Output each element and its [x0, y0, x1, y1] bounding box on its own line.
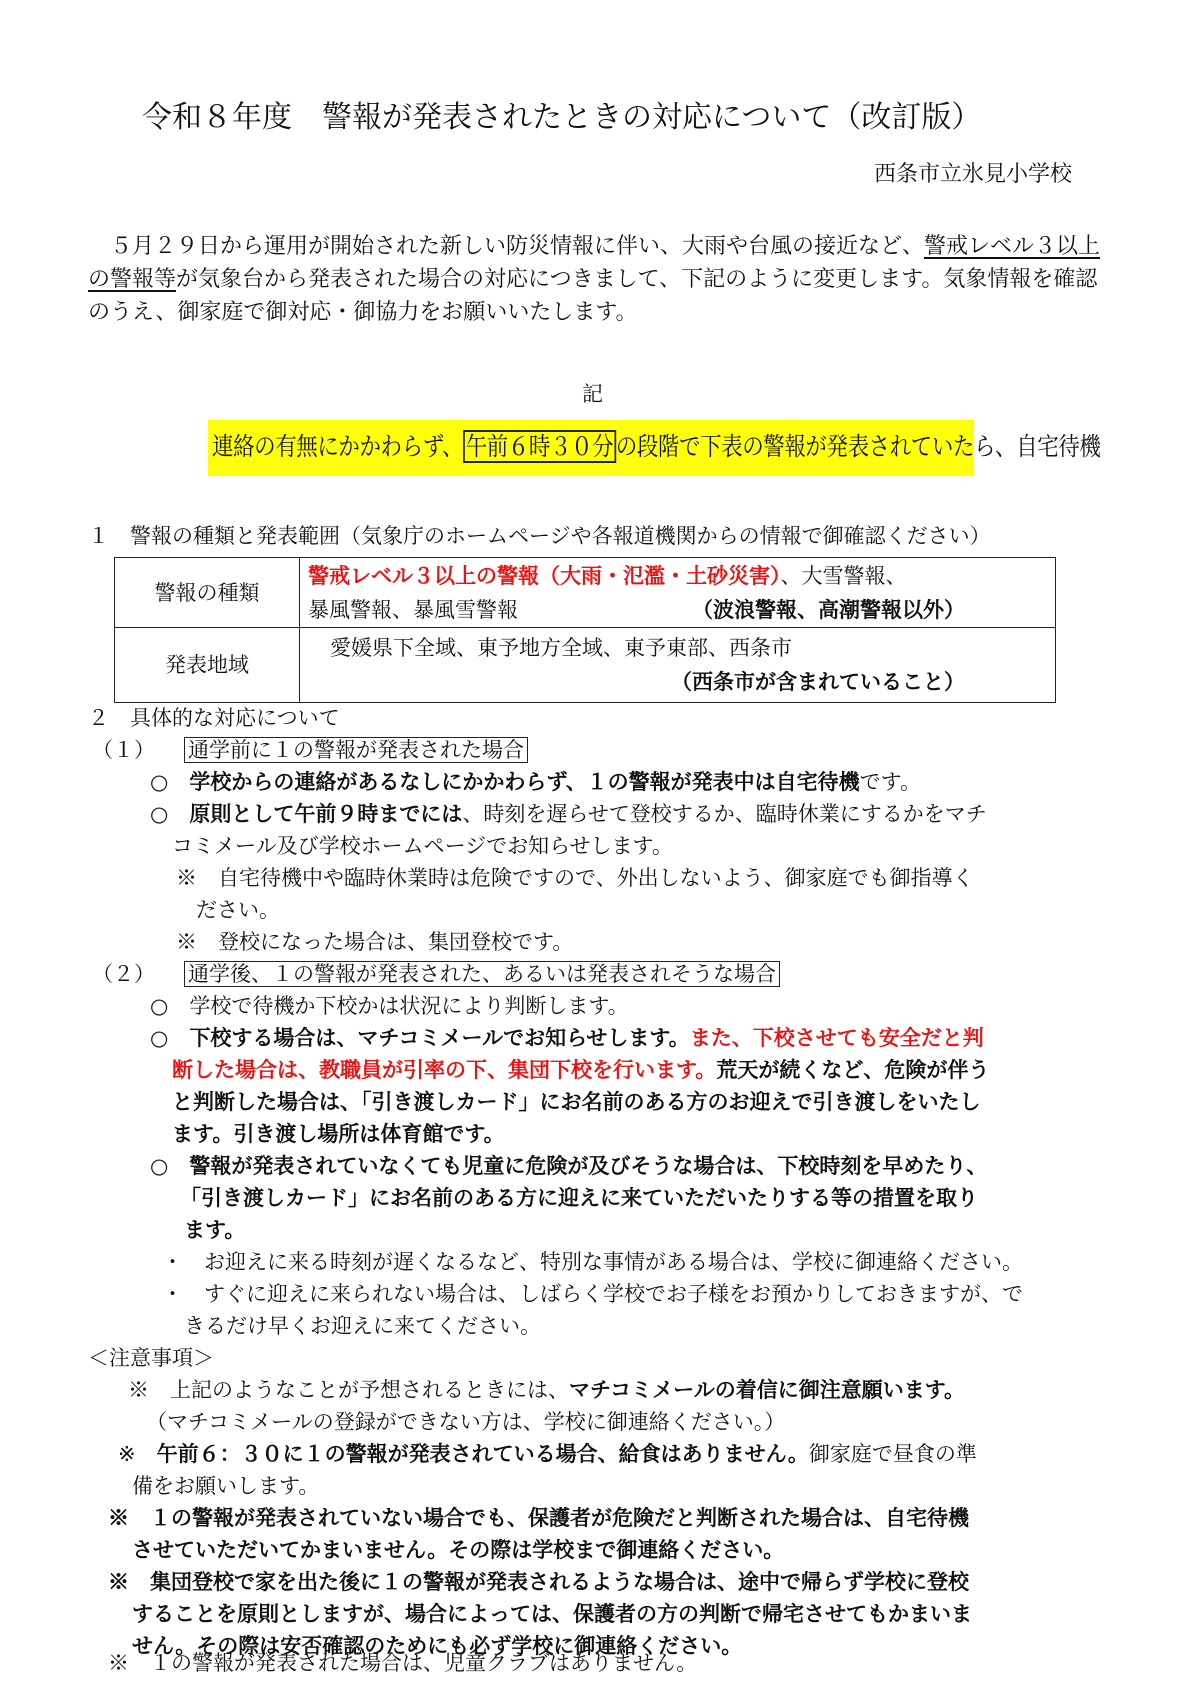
section2-heading: ２ 具体的な対応について — [88, 706, 340, 730]
warning-red-text: 警戒レベル３以上の警報（大雨・氾濫・土砂災害） — [308, 562, 781, 588]
caution-1-paren: （マチコミメールの登録ができない方は、学校に御連絡ください。） — [146, 1410, 786, 1434]
caution-2-text: 御家庭で昼食の準 — [808, 1442, 977, 1466]
table-row — [115, 628, 1056, 703]
bullet-circle: ○ — [150, 802, 190, 826]
intro-paragraph — [88, 230, 1108, 329]
school-name: 西条市立氷見小学校 — [873, 162, 1072, 187]
intro-text-1: ５月２９日から運用が開始された新しい防災情報に伴い、大雨や台風の接近など、 — [110, 234, 925, 259]
sub2-item2-bold: 下校する場合は、マチコミメールでお知らせします。 — [189, 1025, 690, 1050]
bullet-circle: ○ — [150, 1026, 190, 1050]
banner-text-pre: 連絡の有無にかかわらず、 — [212, 432, 464, 461]
sub1-title-box: 通学前に１の警報が発表された場合 — [184, 737, 528, 763]
sub2-item2-red-1: また、下校させても安全だと判 — [689, 1025, 984, 1050]
caution-2-cont: 備をお願いします。 — [132, 1474, 320, 1498]
caution-2-mark: ※ — [118, 1442, 157, 1466]
sub2-item1: ○ 学校で待機か下校かは状況により判断します。 — [150, 994, 629, 1018]
caution-4-cont1: することを原則としますが、場合によっては、保護者の方の判断で帰宅させてもかまいま — [132, 1601, 972, 1626]
caution-1 — [128, 1374, 965, 1406]
caution-3: ※ １の警報が発表されていない場合でも、保護者が危険だと判断された場合は、自宅待機 — [108, 1505, 969, 1530]
sub2-dot2-cont: きるだけ早くお迎えに来てください。 — [184, 1314, 541, 1338]
warning-table — [114, 557, 1056, 703]
sub2-title — [184, 958, 780, 990]
sub1-note1: ※ 自宅待機中や臨時休業時は危険ですので、外出しないよう、御家庭でも御指導く — [176, 866, 974, 890]
caution-5: ※ １の警報が発表された場合は、児童クラブはありません。 — [108, 1651, 698, 1675]
section1-heading: １ 警報の種類と発表範囲（気象庁のホームページや各報道機関からの情報で御確認ください） — [88, 524, 991, 548]
caution-2-bold: 午前６：３０に１の警報が発表されている場合、給食はありません。 — [156, 1441, 809, 1466]
sub1-item1-end: です。 — [859, 770, 921, 794]
intro-underlined-text: 警戒レベル３以上の警報等 — [88, 234, 1101, 292]
warning-type-line2: 暴風警報、暴風雪警報 — [308, 597, 518, 622]
sub2-dot1: ・ お迎えに来る時刻が遅くなるなど、特別な事情がある場合は、学校に御連絡ください。 — [162, 1250, 1023, 1274]
caution-1-bold: マチコミメールの着信に御注意願います。 — [569, 1377, 966, 1402]
sub2-number: （２） — [92, 962, 155, 986]
sub1-item2-bold: 原則として午前９時までには — [189, 801, 463, 826]
warning-type-text: 、大雪警報、 — [780, 563, 907, 588]
sub2-item2-line3: と判断した場合は、「引き渡しカード」にお名前のある方のお迎えで引き渡しをいたし — [172, 1089, 981, 1114]
sub2-item3-line3: ます。 — [184, 1217, 246, 1242]
sub1-number: （１） — [92, 738, 155, 762]
table-row — [115, 558, 1056, 628]
document-title: 令和８年度 警報が発表されたときの対応について（改訂版） — [142, 100, 982, 135]
sub1-item1 — [150, 766, 921, 798]
caution-2 — [118, 1438, 977, 1470]
warning-exclusion-note: （波浪警報、高潮警報以外） — [692, 596, 965, 622]
caution-3-cont: させていただいてかまいません。その際は学校まで御連絡ください。 — [132, 1537, 785, 1562]
sub1-note1-cont: ださい。 — [196, 898, 280, 922]
bullet-circle: ○ — [150, 770, 190, 794]
sub2-item3 — [150, 1150, 987, 1182]
sub1-title — [184, 734, 528, 766]
sub1-item2-text: 、時刻を遅らせて登校するか、臨時休業にするかをマチ — [462, 802, 987, 826]
area-text: 愛媛県下全域、東予地方全域、東予東部、西条市 — [330, 636, 792, 660]
sub2-item3-line2: 「引き渡しカード」にお名前のある方に迎えに来ていただいたりする等の措置を取り — [180, 1185, 978, 1210]
caution-1-text: ※ 上記のようなことが予想されるときには、 — [128, 1378, 569, 1402]
sub1-item2 — [150, 798, 987, 830]
sub1-item2-cont: コミメール及び学校ホームページでお知らせします。 — [172, 834, 673, 858]
sub2-item2-line2 — [172, 1054, 989, 1086]
sub1-item1-bold: 学校からの連絡があるなしにかかわらず、１の警報が発表中は自宅待機 — [189, 769, 860, 794]
table-value-area — [300, 628, 1056, 703]
ki-marker: 記 — [582, 382, 603, 406]
sub1-note2: ※ 登校になった場合は、集団登校です。 — [176, 930, 574, 954]
caution-4: ※ 集団登校で家を出た後に１の警報が発表されるような場合は、途中で帰らず学校に登校 — [108, 1569, 969, 1594]
sub2-dot2: ・ すぐに迎えに来られない場合は、しばらく学校でお子様をお預かりしておきますが、で — [162, 1282, 1023, 1306]
table-label-warning-type: 警報の種類 — [115, 558, 300, 628]
sub2-item2 — [150, 1022, 984, 1054]
table-label-area: 発表地域 — [115, 628, 300, 703]
banner-text-post: の段階で下表の警報が発表されていたら、自宅待機 — [615, 432, 1101, 461]
sub2-item2-text: 荒天が続くなど、危険が伴う — [716, 1057, 990, 1082]
table-value-warning-type — [300, 558, 1056, 628]
bullet-circle: ○ — [150, 1154, 190, 1178]
area-note: （西条市が含まれていること） — [671, 669, 965, 694]
sub2-item2-red-2: 断した場合は、教職員が引率の下、集団下校を行います。 — [172, 1057, 717, 1082]
banner-time-box: 午前６時３０分 — [463, 430, 616, 463]
sub2-item3-bold: 警報が発表されていなくても児童に危険が及びそうな場合は、下校時刻を早めたり、 — [189, 1153, 988, 1178]
cautions-heading: ＜注意事項＞ — [88, 1346, 214, 1370]
caution-4-cont2: せん。その際は安否確認のためにも必ず学校に御連絡ください。 — [132, 1633, 743, 1658]
sub2-item2-line4: ます。引き渡し場所は体育館です。 — [172, 1121, 505, 1146]
sub2-title-box: 通学後、１の警報が発表された、あるいは発表されそうな場合 — [184, 961, 780, 987]
intro-text-2: が気象台から発表された場合の対応につきまして、下記のように変更します。気象情報を確認のうえ、御家庭で御対応・御協力をお願いいたします。 — [88, 267, 1098, 325]
banner-notice — [212, 428, 1100, 466]
